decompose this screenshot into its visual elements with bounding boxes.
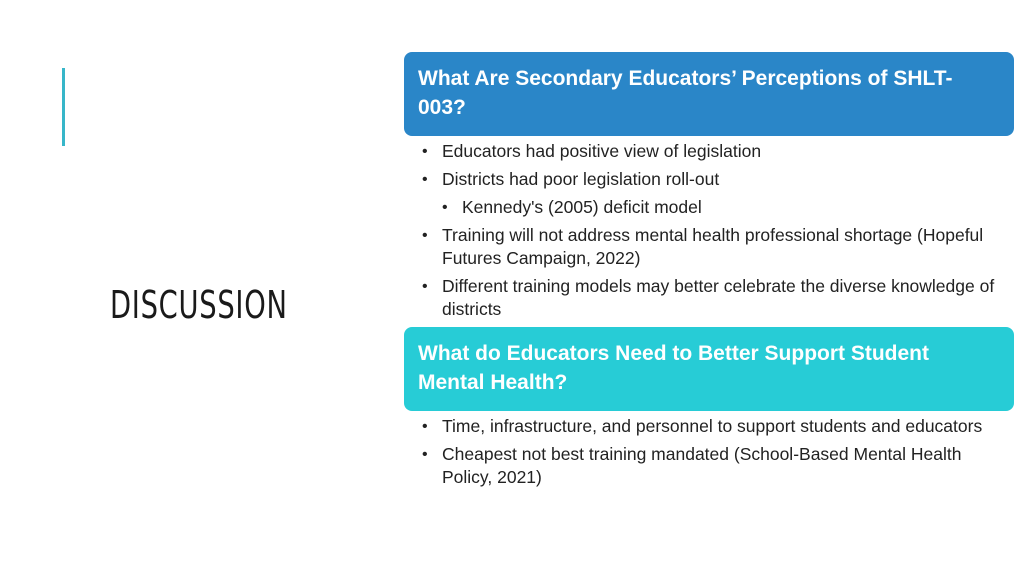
list-item: • Districts had poor legislation roll-out [422,168,1012,191]
list-item: • Kennedy's (2005) deficit model [442,196,1012,219]
slide-title: DISCUSSION [110,283,288,328]
needs-bullet-list [422,415,1012,494]
section-heading-perceptions: What Are Secondary Educators’ Perceptions of SHLT-003? [404,52,1014,136]
accent-line [62,68,65,146]
list-item: • Different training models may better celebrate the diverse knowledge of districts [422,275,1012,321]
list-item: • Educators had positive view of legislation [422,140,1012,163]
perceptions-bullet-list [422,140,1012,326]
list-item: • Time, infrastructure, and personnel to support students and educators [422,415,1012,438]
list-item: • Training will not address mental health professional shortage (Hopeful Futures Campaign, 2022) [422,224,1012,270]
list-item: • Cheapest not best training mandated (School-Based Mental Health Policy, 2021) [422,443,1012,489]
section-heading-needs: What do Educators Need to Better Support Student Mental Health? [404,327,1014,411]
